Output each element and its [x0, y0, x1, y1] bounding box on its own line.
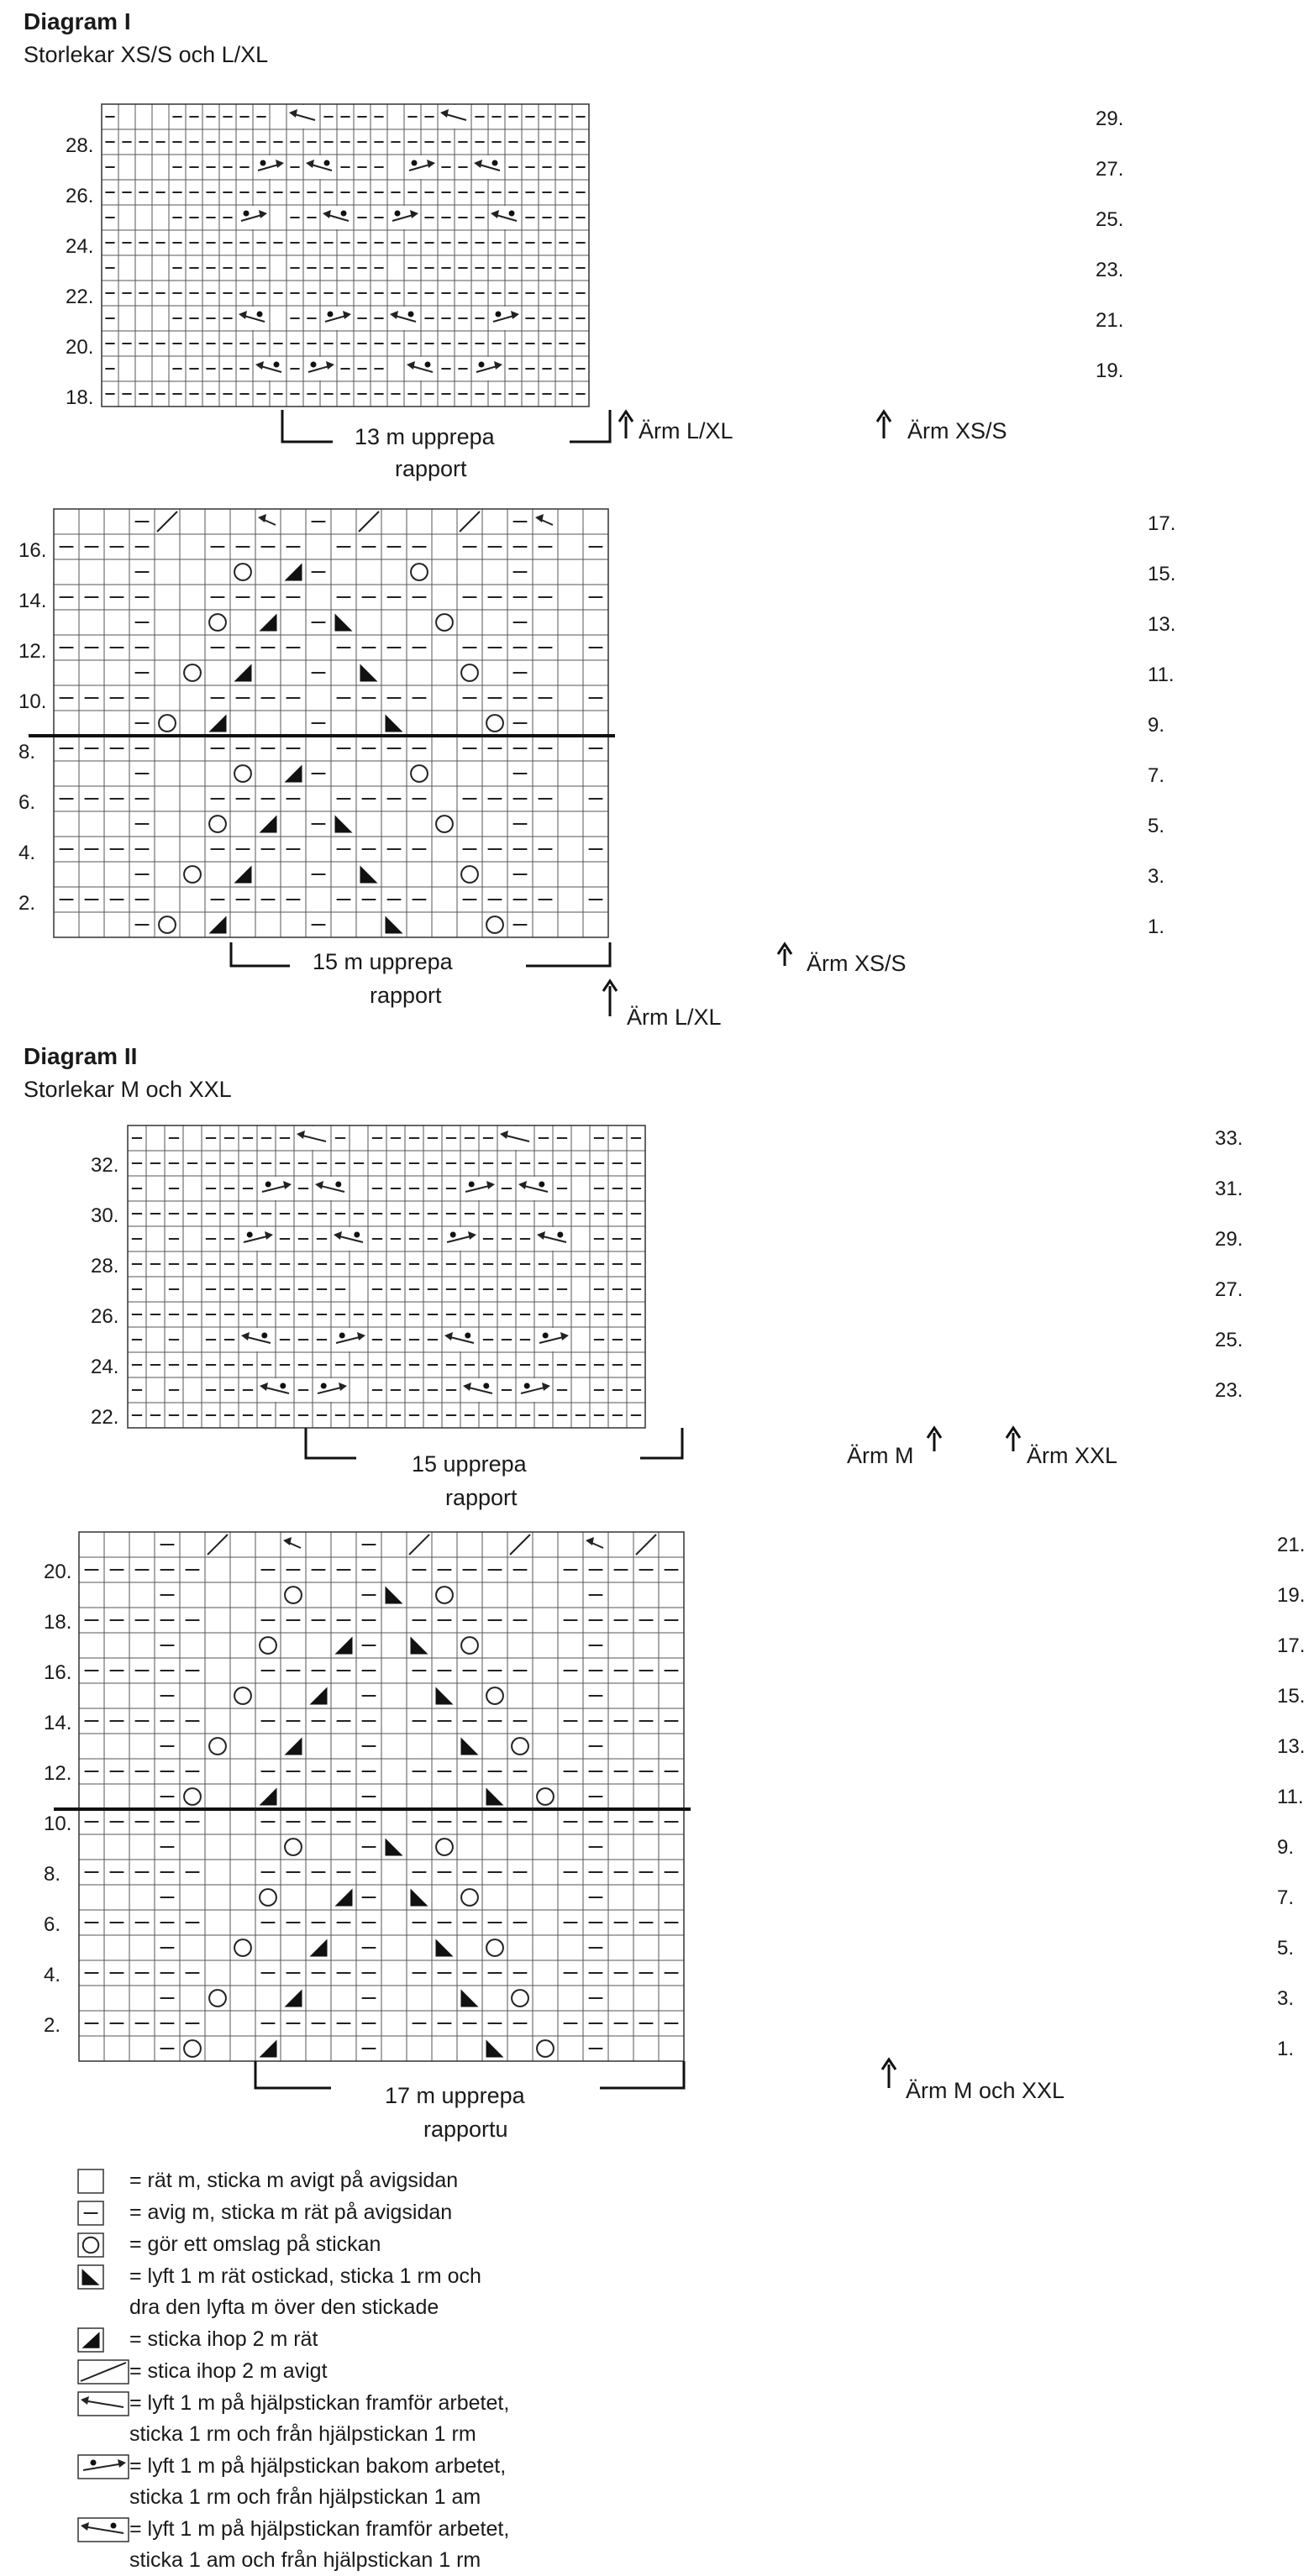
row-number: 13.	[1148, 613, 1176, 636]
row-number: 29.	[1096, 108, 1124, 130]
row-number: 21.	[1277, 1534, 1306, 1556]
row-number: 23.	[1215, 1379, 1243, 1402]
d2a-sleeve-arrow-1	[928, 1428, 941, 1451]
legend-text: sticka 1 rm och från hjälpstickan 1 rm	[129, 2422, 476, 2446]
row-number: 14.	[18, 590, 47, 612]
dash-icon	[77, 2201, 104, 2226]
tri-left-icon	[77, 2327, 104, 2353]
diagram1-subtitle: Storlekar XS/S och L/XL	[24, 42, 269, 67]
row-number: 25.	[1215, 1329, 1243, 1351]
row-number: 3.	[1277, 1987, 1295, 2010]
row-number: 22.	[91, 1406, 119, 1429]
row-number: 32.	[91, 1154, 119, 1177]
d1a-repeat-line2: rapport	[395, 456, 467, 481]
row-number: 15.	[1148, 563, 1176, 585]
d2a-sleeve-arrow-2	[1007, 1428, 1020, 1451]
d2b-grid	[54, 1532, 691, 2061]
circle-icon	[77, 2232, 104, 2258]
row-number: 17.	[1148, 512, 1176, 535]
tri-right-icon	[77, 2264, 104, 2290]
row-number: 3.	[1148, 865, 1165, 888]
d1b-sleeve-label-1: Ärm XS/S	[807, 951, 907, 976]
d1b-grid	[29, 509, 615, 937]
row-number: 28.	[66, 134, 94, 157]
legend-text: sticka 1 rm och från hjälpstickan 1 am	[129, 2485, 481, 2509]
row-number: 4.	[44, 1964, 61, 1986]
d2b-repeat-line2: rapportu	[423, 2117, 508, 2142]
d2a-repeat-line1: 15 upprepa	[412, 1451, 527, 1477]
row-number: 25.	[1096, 208, 1124, 231]
row-number: 18.	[44, 1611, 72, 1634]
row-number: 19.	[1096, 359, 1124, 382]
d1b-sleeve-arrow-2	[603, 981, 617, 1016]
row-number: 2.	[44, 2014, 61, 2037]
d1b-sleeve-arrow-1	[778, 944, 791, 966]
d1a-sleeve-label-2: Ärm XS/S	[907, 418, 1007, 443]
legend-text: sticka 1 am och från hjälpstickan 1 rm	[129, 2548, 481, 2572]
diagram2-subtitle: Storlekar M och XXL	[24, 1077, 232, 1102]
legend-item-tri-right	[77, 2261, 917, 2323]
row-number: 16.	[44, 1661, 72, 1684]
row-number: 9.	[1148, 714, 1165, 737]
row-number: 26.	[91, 1305, 119, 1328]
row-number: 33.	[1215, 1127, 1243, 1150]
legend-text: = rät m, sticka m avigt på avigsidan	[129, 2169, 459, 2192]
row-number: 31.	[1215, 1178, 1243, 1200]
arrow-left-dot-icon	[77, 2517, 129, 2542]
row-number: 27.	[1215, 1278, 1243, 1301]
legend-text: = lyft 1 m rät ostickad, sticka 1 rm och	[129, 2264, 481, 2288]
d2b-sleeve-arrow-1	[882, 2059, 896, 2088]
slash-icon	[77, 2359, 129, 2385]
row-number: 8.	[18, 741, 36, 763]
row-number: 28.	[91, 1255, 119, 1278]
d1a-sleeve-label-1: Ärm L/XL	[639, 418, 733, 443]
row-number: 18.	[66, 386, 94, 409]
legend-item-tri-left	[77, 2324, 917, 2355]
row-number: 10.	[18, 690, 47, 713]
row-number: 12.	[18, 640, 47, 663]
row-number: 1.	[1148, 916, 1165, 938]
row-number: 9.	[1277, 1836, 1295, 1859]
row-number: 29.	[1215, 1228, 1243, 1251]
row-number: 15.	[1277, 1685, 1306, 1708]
d1b-repeat-line1: 15 m upprepa	[313, 949, 453, 974]
d2a-sleeve-label-2: Ärm XXL	[1027, 1443, 1118, 1468]
d2a-repeat-line2: rapport	[445, 1485, 518, 1510]
d2b-sleeve-label-1: Ärm M och XXL	[906, 2078, 1065, 2103]
legend-text: = lyft 1 m på hjälpstickan framför arbetet,	[129, 2517, 510, 2541]
row-number: 4.	[18, 842, 36, 864]
row-number: 11.	[1277, 1786, 1304, 1808]
row-number: 24.	[91, 1356, 119, 1378]
diagram1-title: Diagram I	[24, 8, 131, 34]
row-number: 13.	[1277, 1735, 1306, 1758]
d2a-grid	[128, 1125, 645, 1428]
d1a-sleeve-arrow-1	[619, 412, 633, 438]
row-number: 14.	[44, 1712, 72, 1734]
row-number: 21.	[1096, 309, 1124, 332]
d1a-grid	[102, 104, 589, 407]
row-number: 5.	[1277, 1937, 1295, 1960]
legend-text: dra den lyfta m över den stickade	[129, 2295, 439, 2319]
row-number: 12.	[44, 1762, 72, 1785]
arrow-left-icon	[77, 2391, 129, 2416]
row-number: 8.	[44, 1863, 61, 1886]
d1a-sleeve-arrow-2	[877, 412, 891, 438]
row-number: 5.	[1148, 815, 1165, 837]
d2b-repeat-line1: 17 m upprepa	[385, 2083, 525, 2108]
legend-item-empty	[77, 2165, 917, 2196]
row-number: 23.	[1096, 259, 1124, 281]
d1a-repeat-line1: 13 m upprepa	[355, 424, 495, 449]
row-number: 20.	[44, 1561, 72, 1583]
row-number: 6.	[18, 791, 36, 814]
row-number: 2.	[18, 892, 36, 915]
row-number: 22.	[66, 286, 94, 308]
legend-item-circle	[77, 2229, 917, 2260]
d1b-repeat-line2: rapport	[370, 983, 442, 1008]
row-number: 11.	[1148, 664, 1175, 686]
row-number: 16.	[18, 539, 47, 562]
row-number: 19.	[1277, 1584, 1306, 1607]
legend-text: = avig m, sticka m rät på avigsidan	[129, 2201, 453, 2224]
legend-text: = sticka ihop 2 m rät	[129, 2327, 318, 2351]
row-number: 7.	[1148, 764, 1165, 787]
legend-text: = lyft 1 m på hjälpstickan framför arbetet,	[129, 2391, 510, 2415]
d2a-sleeve-label-1: Ärm M	[847, 1443, 914, 1468]
row-number: 26.	[66, 185, 94, 207]
row-number: 7.	[1277, 1886, 1295, 1909]
legend-text: = stica ihop 2 m avigt	[129, 2359, 328, 2383]
row-number: 20.	[66, 336, 94, 359]
diagram2-title: Diagram II	[24, 1043, 138, 1069]
row-number: 6.	[44, 1913, 61, 1936]
empty-icon	[77, 2169, 104, 2194]
legend-item-slash	[77, 2356, 917, 2387]
d1b-sleeve-label-2: Ärm L/XL	[627, 1005, 722, 1030]
row-number: 24.	[66, 235, 94, 258]
row-number: 10.	[44, 1813, 72, 1835]
legend-item-arrow-right-dot	[77, 2451, 917, 2513]
arrow-right-dot-icon	[77, 2454, 129, 2479]
legend-item-arrow-left-dot	[77, 2514, 917, 2576]
legend-item-dash	[77, 2197, 917, 2228]
legend-item-arrow-left	[77, 2388, 917, 2450]
legend-text: = lyft 1 m på hjälpstickan bakom arbetet,	[129, 2454, 507, 2478]
row-number: 30.	[91, 1204, 119, 1227]
legend-text: = gör ett omslag på stickan	[129, 2232, 381, 2256]
row-number: 1.	[1277, 2038, 1295, 2060]
row-number: 27.	[1096, 158, 1124, 181]
row-number: 17.	[1277, 1634, 1306, 1657]
